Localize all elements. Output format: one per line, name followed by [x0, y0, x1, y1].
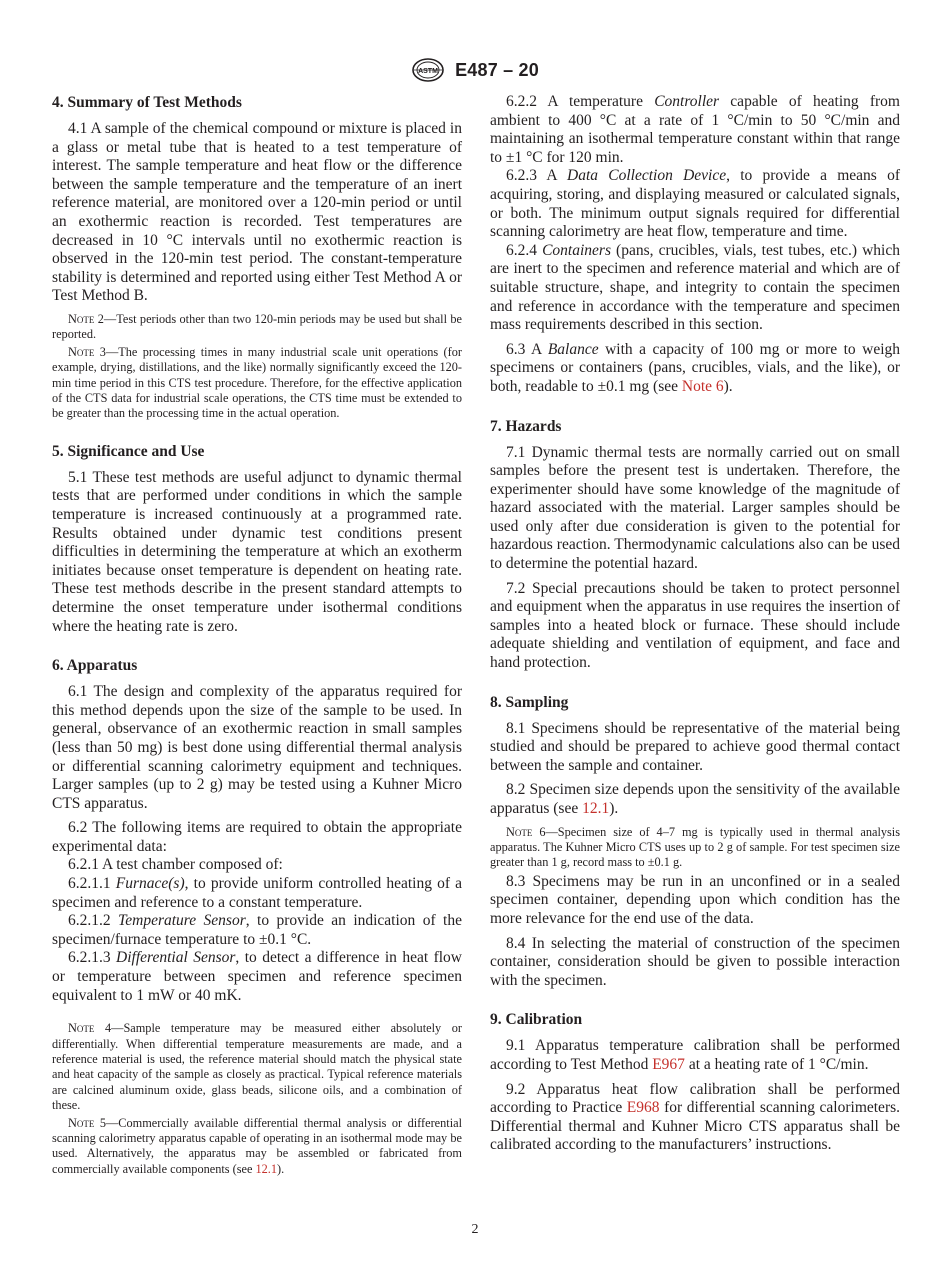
clause-text: (pans, crucibles, vials, test tubes, etc.) which are inert to the specimen and reference material and which are of suitable structure, shape, and integrity to contain the specimen and reference in accordance with the temperature and specimen mass requirements described in this section. — [490, 241, 900, 334]
logo-text: ASTM — [418, 68, 438, 75]
clause-number: 6.2.2 — [506, 93, 537, 110]
paragraph-8-3: 8.3 Specimens may be run in an unconfined or in a sealed specimen container, depending upon which condition has the more relevance for the end use of the data. — [490, 872, 900, 927]
document-id: E487 – 20 — [455, 59, 539, 80]
clause-number: 6.3 — [506, 340, 526, 358]
paragraph-4-1: 4.1 A sample of the chemical compound or mixture is placed in a glass or metal tube that is heated to a test temperature of interest. The sample temperature and heat flow or the difference between the sample temperature and the temperature of an inert reference material, are monitored over a 120-min period or until an exothermic reaction is recorded. Test temperatures are decreased in 10 °C intervals until no exothermic reaction is observed in the 120-min test period. The constant-temperature stability is determined and reported using either Test Method A or Test Method B. — [52, 120, 462, 305]
paragraph-6-2-4 — [490, 242, 900, 335]
section-7-heading: 7. Hazards — [490, 417, 562, 435]
left-column — [52, 93, 462, 1179]
paragraph-6-2: 6.2 The following items are required to obtain the appropriate experimental data: — [52, 819, 462, 855]
section-4-heading: 4. Summary of Test Methods — [52, 94, 242, 111]
paragraph-6-2-3 — [490, 167, 900, 241]
note-5 — [52, 1116, 462, 1178]
note-text-end: ). — [277, 1161, 285, 1176]
clause-text: , to provide uniform controlled heating of a specimen and reference to a constant temperature. — [52, 875, 463, 911]
clause-text: capable of heating from ambient to 400 °C at a rate of 1 °C/min to 50 °C/min and maintaining an isothermal temperature constant within that range to ±1 °C for 120 min. — [490, 93, 900, 166]
note-text: —Test periods other than two 120-min periods may be used but shall be reported. — [52, 311, 462, 342]
note-6 — [490, 825, 900, 871]
clause-text: 9.2 Apparatus heat flow calibration shall be performed according to Practice — [490, 1080, 900, 1117]
paragraph-6-1: 6.1 The design and complexity of the apparatus required for this method depends upon the size of the sample to be used. In general, observance of an exothermic reaction in small samples (less than 50 mg) is best done using differential thermal analysis or differential scanning calorimetry equipment and techniques. Larger samples (up to 2 g) may be tested using a Kuhner Micro CTS apparatus. — [52, 683, 462, 812]
note-label: Note 4 — [68, 1021, 112, 1036]
note-label: Note 3 — [68, 344, 106, 359]
clause-text-end: ). — [723, 377, 733, 395]
clause-term: Furnace(s) — [115, 875, 185, 893]
paragraph-5-1: 5.1 These test methods are useful adjunct to dynamic thermal tests that are performed under conditions in which the sample temperature is increased continuously at a programmed rate. Results obtained under dynamic test conditions present difficulties in determining the temperature at which an exotherm initiates because onset temperature is dependent on heating rate. These test methods describe in the present standard attempts to determine the onset temperature under isothermal conditions where the heating rate is zero. — [52, 468, 462, 635]
paragraph-6-2-1: 6.2.1 A test chamber composed of: — [68, 856, 283, 874]
note-text: —Sample temperature may be measured either absolutely or differentially. When differential temperature measurements are made, and a reference material is used, the reference material should match the physical state and heat capacity of the sample as closely as practical. Typical reference materials are calcined aluminum oxide, glass beads, silicone oils, and a combination of these. — [52, 1021, 462, 1113]
clause-number: 6.2.3 — [506, 167, 537, 185]
reference-link-note-6[interactable]: Note 6 — [681, 377, 724, 395]
clause-number: 6.2.4 — [506, 241, 537, 259]
section-9-heading: 9. Calibration — [490, 1011, 583, 1029]
paragraph-8-4: 8.4 In selecting the material of construction of the specimen container, consideration should be given to possible interaction with the specimen. — [490, 934, 900, 989]
right-column — [490, 93, 900, 1161]
note-4 — [52, 1021, 462, 1113]
clause-number: 6.2.1.3 — [68, 949, 111, 967]
clause-term: Containers — [542, 241, 611, 259]
clause-pre: A temperature — [547, 93, 655, 110]
reference-link-12-1[interactable]: 12.1 — [582, 800, 610, 817]
paragraph-8-2 — [490, 781, 900, 818]
clause-text: with a capacity of 100 mg or more to weigh specimens or containers (pans, crucibles, vials, and the like), or both, readable to ±0.1 mg (see — [490, 340, 901, 395]
section-8-heading: 8. Sampling — [490, 693, 569, 711]
paragraph-6-2-1-2 — [52, 912, 462, 949]
paragraph-6-2-1-1 — [52, 875, 462, 912]
clause-term: Temperature Sensor — [118, 912, 246, 930]
reference-link-e967[interactable]: E967 — [652, 1055, 685, 1073]
note-2 — [52, 312, 462, 343]
paragraph-8-1: 8.1 Specimens should be representative of the material being studied and should be prepared to achieve good thermal contact between the sample and container. — [490, 719, 900, 774]
paragraph-7-1: 7.1 Dynamic thermal tests are normally carried out on small samples before the present test is undertaken. Therefore, the experimenter should have some knowledge of the magnitude of hazard associated with the material. Larger samples should be used only after due consideration is given to the potential for hazardous reaction. Thermodynamic calculations also can be used to determine the potential hazard. — [490, 443, 900, 573]
page-header — [0, 56, 950, 84]
clause-text: 9.1 Apparatus temperature calibration shall be performed according to Test Method — [490, 1037, 900, 1073]
note-text: —Specimen size of 4–7 mg is typically used in thermal analysis apparatus. The Kuhner Micro CTS uses up to 2 g of sample. For test specimen size greater than 1 g, record mass to ±0.1 g. — [490, 824, 900, 870]
clause-text-end: for differential scanning calorimeters. Differential thermal and Kuhner Micro CTS apparatus shall be calibrated according to the manufacturers’ instructions. — [490, 1099, 901, 1154]
clause-number: 6.2.1.1 — [68, 875, 111, 893]
section-5-heading: 5. Significance and Use — [52, 442, 205, 460]
reference-link-e968[interactable]: E968 — [626, 1099, 660, 1117]
clause-number: 6.2.1.2 — [68, 912, 111, 930]
clause-text: , to detect a difference in heat flow or temperature between specimen and reference specimen equivalent to 1 mW or 40 mK. — [52, 949, 462, 1004]
clause-text-end: at a heating rate of 1 °C/min. — [684, 1055, 869, 1073]
paragraph-6-2-2 — [490, 93, 900, 167]
clause-text: 8.2 Specimen size depends upon the sensitivity of the available apparatus (see — [490, 781, 900, 817]
note-label: Note 2 — [68, 311, 104, 326]
clause-term: Balance — [547, 340, 599, 358]
paragraph-9-2 — [490, 1081, 900, 1155]
clause-term: Data Collection Device — [567, 167, 727, 185]
paragraph-6-3 — [490, 341, 900, 397]
clause-text: , to provide an indication of the specimen/furnace temperature to ±0.1 °C. — [52, 912, 462, 948]
clause-text-end: ). — [609, 800, 619, 817]
note-label: Note 5 — [68, 1115, 106, 1130]
clause-text: , to provide a means of acquiring, storing, and displaying measured or calculated signals, or both. The minimum output signals required for differential scanning calorimetry are heat flow, temperature and time. — [490, 167, 901, 241]
paragraph-9-1 — [490, 1037, 900, 1074]
clause-pre: A — [546, 167, 567, 185]
note-label: Note 6 — [506, 824, 546, 839]
astm-logo-icon — [411, 57, 445, 83]
clause-pre: A — [531, 340, 548, 358]
section-6-heading: 6. Apparatus — [52, 657, 138, 675]
clause-term: Differential Sensor — [116, 949, 236, 967]
reference-link-12-1[interactable]: 12.1 — [255, 1161, 278, 1176]
page-number: 2 — [471, 1222, 479, 1237]
note-3 — [52, 345, 462, 422]
note-text: —The processing times in many industrial scale unit operations (for example, drying, distillations, and the like) normally significantly exceed the 120-min time period in this CTS test procedure. Therefore, for the effective application of the CTS data for industrial scale operations, the CTS time must be extended to be greater than the processing time in the actual operation. — [52, 344, 462, 421]
clause-term: Controller — [654, 93, 720, 110]
paragraph-7-2: 7.2 Special precautions should be taken to protect personnel and equipment when the apparatus in use requires the insertion of samples into a heated block or furnace. These should include adequate shielding and ventilation of equipment, and face and hand protection. — [490, 579, 900, 672]
paragraph-6-2-1-3 — [52, 949, 462, 1005]
note-text: —Commercially available differential thermal analysis or differential scanning calorimetry apparatus capable of operating in an isothermal mode may be used. Alternatively, the apparatus may be assembled or fabricated from commercially available components (see — [52, 1115, 462, 1176]
